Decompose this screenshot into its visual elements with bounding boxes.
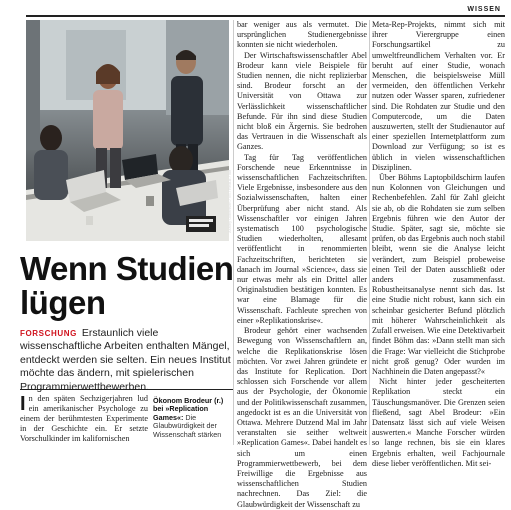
column-divider [369, 20, 370, 445]
drop-cap: I [20, 393, 26, 415]
body-column-1 [20, 394, 148, 444]
lead-text: Erstaunlich viele wissenschaftliche Arbeiten enthalten Mängel, entdeckt werden sie selten. Ein neues Institut möchte das ändern, mit spielerischen Programmierwettbewerben. [20, 327, 231, 393]
paragraph: Der Wirtschaftswissenschaftler Abel Brodeur kann viele Beispiele für Studien nennen, die nicht replizierbar sind. Brodeur forscht an der Universität von Ottawa zur Verlässlichkeit wissenschaftlicher Befunde. Für ihn sind diese Studien nicht bloß ein Ärgernis. Sie bedrohen das Vertrauen in die Wissenschaft als Ganzes. [237, 50, 367, 152]
article-kicker: FORSCHUNG [20, 329, 77, 338]
lead-divider [20, 389, 234, 390]
photo-credit: Ashley Gilbertson / VII / Redux / laif [227, 170, 232, 233]
paragraph: Tag für Tag veröffentlichen Forschende neue Erkenntnisse in wissenschaftlichen Fachzeitschriften. Viele Ergebnisse, insbesondere aus den Sozialwissenschaften, halten einer Überprüfung aber nicht stand. Als Wissenschaftler vor einigen Jahren systematisch 100 psychologische Studien wiederholten, allesamt veröffentlicht in renommierten Fachzeitschriften, berichteten sie danach im Journal »Science«, dass sie nur etwas mehr als ein Drittel aller Originalstudien bestätigen konnten. Es war eine Blamage für die Wissenschaft. Fachleute sprechen von einer »Replikationskrise«. [237, 152, 367, 325]
paragraph: Nicht hinter jeder gescheiterten Replikation steckt ein Täuschungsmanöver. Die Grenzen seien fließend, sagt Abel Brodeur: »Ein Datensatz lässt sich auf viele Weisen auswerten.« Manche Forscher würden so lange rechnen, bis sie ein klares Ergebnis erhalten, weil Fachjournale diese lieber veröffentlichen. Mit sei- [372, 377, 505, 468]
photo-illustration [26, 20, 229, 241]
section-label: WISSEN [467, 6, 501, 13]
paragraph: Über Böhms Laptopbildschirm laufen nun Kolonnen von Gleichungen und Rechenbefehlen. Zahl für Zahl gleicht sie ab, ob die Rohdaten sie zum selben Ergebnis führen wie den Autor der Studie. Später, sagt sie, möchte sie prüfen, ob das Ergebnis auch noch stabil bleibt, wenn sie die Analyse leicht verändert, zum Beispiel probeweise einen Teil der Daten ausschließt oder anders zusammenfasst. Robustheitsanalyse nennt sich das. Ist eine Studie nicht robust, kann sich ein scheinbar gesicherter Befund plötzlich mit höherer Wahrscheinlichkeit als Zufall erweisen. Wie eine Detektivarbeit findet Böhm das: »Dann stellt man sich die Frage: War vielleicht die Stichprobe nicht groß genug? Oder wurden im Nachhinein die Daten angepasst?« [372, 173, 505, 376]
header-rule [26, 15, 505, 17]
paragraph: Meta-Rep-Projekts, nimmt sich mit ihrer Vierergruppe einen Forschungsartikel zu umweltfreundlichem Verhalten vor. Er beruht auf einer Studie, wonach Menschen, die beispielsweise Müll vermeiden, den öffentlichen Verkehr nutzen oder Wasser sparen, zufriedener sind. Die Rohdaten zur Studie und den Computercode, um die Daten auszuwerten, stellt der Studienautor auf einer speziellen Internetplattform zum Download zur Verfügung; so ist es üblich in vielen wissenschaftlichen Disziplinen. [372, 20, 505, 172]
body-column-2 [237, 20, 367, 510]
article-headline: Wenn Studien lügen [20, 250, 234, 321]
body-column-3 [372, 20, 505, 469]
article-photo [26, 20, 232, 241]
photo-caption [153, 397, 235, 439]
caption-bold: Ökonom Brodeur (r.) bei »Replication Games«: [153, 396, 224, 422]
article-lead [20, 327, 234, 394]
paragraph: bar weniger aus als vermutet. Die ursprünglichen Studienergebnisse konnten sie nicht wiederholen. [237, 20, 367, 50]
column-divider [233, 20, 234, 445]
caption-text: Die Glaubwürdigkeit der Wissenschaft stärken [153, 412, 222, 439]
body-column-1-text: n den späten Sechzigerjahren lud ein amerikanischer Psychologe zu einem der berühmtesten Experimente in der Geschichte ein. Er setzte Vorschulkinder im kalifornischen [20, 394, 148, 443]
paragraph: Brodeur gehört einer wachsenden Bewegung von Wissenschaftlern an, welche die Replikationskrise lösen möchten. Vor zwei Jahren gründete er das Institute for Replication. Dort schlossen sich Forschende vor allem aus der Psychologie, der Ökonomie und der Politikwissenschaft zusammen, angedockt ist es an die Universität von Ottawa. Mehrere Dutzend Mal im Jahr veranstalten sie seither weltweit »Replication Games«. Dabei handelt es sich um einen Programmierwettbewerb, bei dem Freiwillige die Ergebnisse aus wissenschaftlichen Studien nachrechnen. Das Ziel: die Glaubwürdigkeit der Wissenschaft zu [237, 326, 367, 509]
